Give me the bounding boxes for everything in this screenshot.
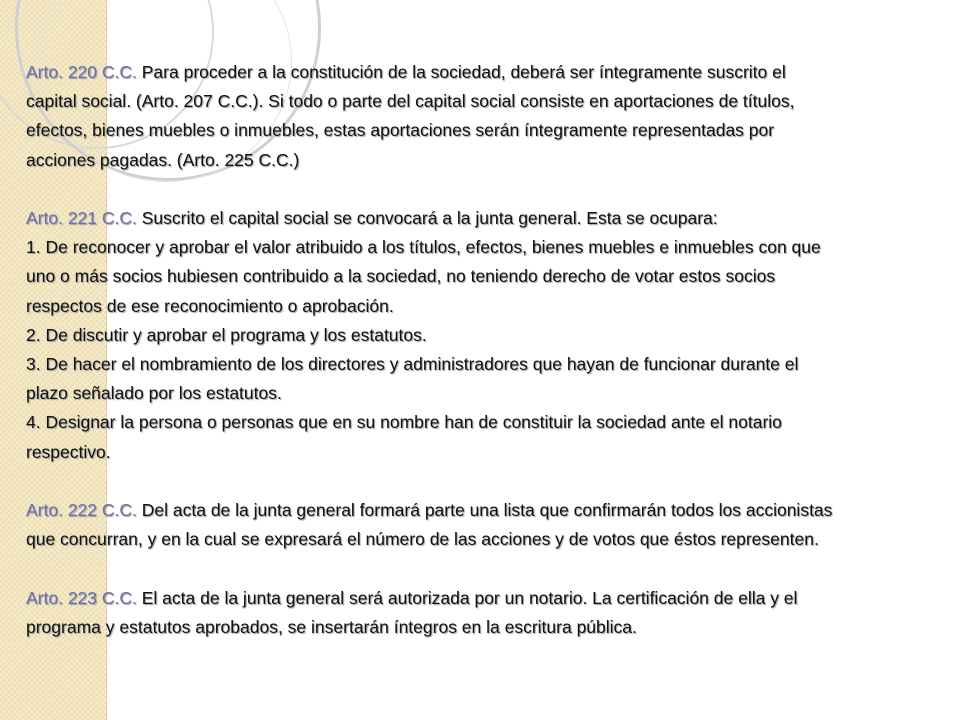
article-222 <box>26 496 946 554</box>
article-first-line <box>26 584 946 613</box>
article-text: Para proceder a la constitución de la sociedad, deberá ser íntegramente suscrito el <box>136 62 786 82</box>
article-text: Suscrito el capital social se convocará a la junta general. Esta se ocupara: <box>136 208 718 228</box>
article-223 <box>26 584 946 642</box>
list-item <box>26 233 946 321</box>
article-text-line: acciones pagadas. (Arto. 225 C.C.) <box>26 149 300 170</box>
article-text-line: programa y estatutos aprobados, se insertarán íntegros en la escritura pública. <box>26 616 637 637</box>
list-item-line: respectos de ese reconocimiento o aprobación. <box>26 295 394 316</box>
article-text-line: efectos, bienes muebles o inmuebles, estas aportaciones serán íntegramente representadas por <box>26 120 775 141</box>
list-item-line: 4. Designar la persona o personas que en su nombre han de constituir la sociedad ante el notario <box>26 412 782 433</box>
article-first-line <box>26 496 946 525</box>
article-reference: Arto. 220 C.C. <box>26 62 137 82</box>
article-text-line: capital social. (Arto. 207 C.C.). Si todo o parte del capital social consiste en aportaciones de títulos, <box>26 91 795 112</box>
article-text: Del acta de la junta general formará parte una lista que confirmarán todos los accionistas <box>136 500 833 521</box>
list-item-line: 3. De hacer el nombramiento de los directores y administradores que hayan de funcionar durante el <box>26 354 799 375</box>
article-text: El acta de la junta general será autorizada por un notario. La certificación de ella y el <box>136 587 798 608</box>
list-item-line: plazo señalado por los estatutos. <box>26 383 282 404</box>
slide-body <box>26 58 946 671</box>
article-first-line <box>26 204 946 233</box>
article-reference: Arto. 223 C.C. <box>26 587 137 608</box>
article-text-line: que concurran, y en la cual se expresará el número de las acciones y de votos que éstos representen. <box>26 529 819 550</box>
list-item <box>26 408 946 466</box>
list-item-line: 1. De reconocer y aprobar el valor atribuido a los títulos, efectos, bienes muebles e inmuebles con que <box>26 237 821 258</box>
list-item <box>26 350 946 408</box>
article-reference: Arto. 221 C.C. <box>26 208 137 228</box>
article-first-line <box>26 58 946 87</box>
article-220 <box>26 58 946 175</box>
list-item-line: 2. De discutir y aprobar el programa y los estatutos. <box>26 324 427 345</box>
article-reference: Arto. 222 C.C. <box>26 500 137 521</box>
list-item-line: respectivo. <box>26 441 111 462</box>
list-item <box>26 321 946 350</box>
list-item-line: uno o más socios hubiesen contribuido a la sociedad, no teniendo derecho de votar estos socios <box>26 266 776 287</box>
article-221 <box>26 204 946 467</box>
